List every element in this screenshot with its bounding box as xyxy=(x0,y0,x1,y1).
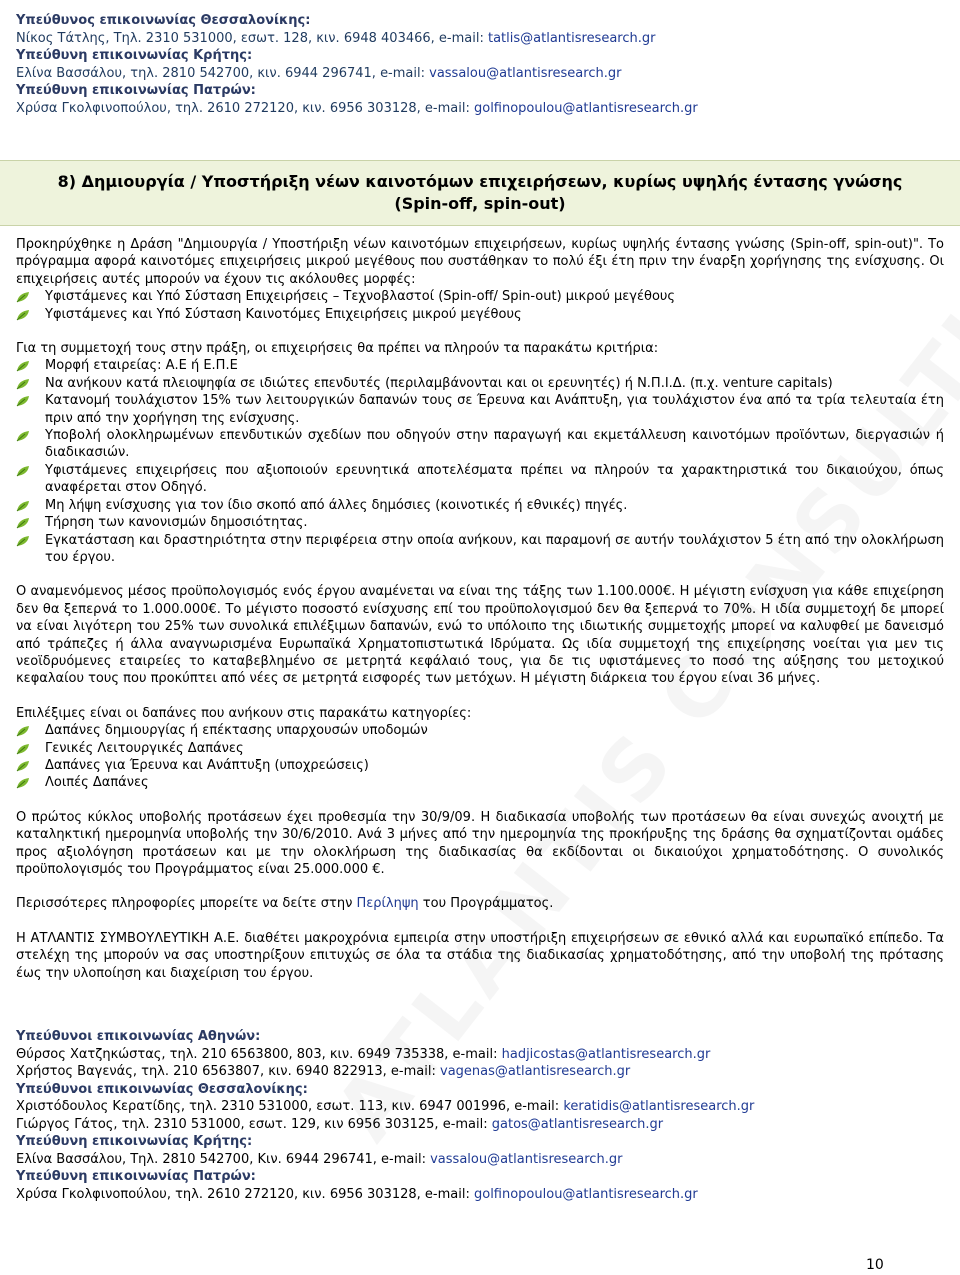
list-item: Υποβολή ολοκληρωμένων επενδυτικών σχεδίων που οδηγούν στην παραγωγή και εκμετάλλευση καινοτόμων προϊόντων, διεργασιών ή διαδικασιών. xyxy=(16,427,944,462)
list-item: Εγκατάσταση και δραστηριότητα στην περιφέρεια στην οποία ανήκουν, και παραμονή σε αυτήν τουλάχιστον 5 έτη από την ολοκλήρωση του έργου. xyxy=(16,532,944,567)
contact-heading: Υπεύθυνη επικοινωνίας Κρήτης: xyxy=(16,1134,253,1149)
summary-link[interactable]: Περίληψη xyxy=(356,896,419,912)
email-link[interactable]: gatos@atlantisresearch.gr xyxy=(491,1116,664,1132)
email-link[interactable]: tatlis@atlantisresearch.gr xyxy=(487,30,656,46)
email-link[interactable]: vagenas@atlantisresearch.gr xyxy=(440,1064,631,1079)
top-contacts xyxy=(16,12,944,117)
contact-line: Γιώργος Γάτος, τηλ. 2310 531000, εσωτ. 129, κιν 6956 303125, e-mail: gatos@atlantisresearch.gr xyxy=(16,1116,664,1132)
email-link[interactable]: vassalou@atlantisresearch.gr xyxy=(429,65,622,81)
contact-heading: Υπεύθυνος επικοινωνίας Θεσσαλονίκης: xyxy=(16,13,311,28)
contact-line: Θύρσος Χατζηκώστας, τηλ. 210 6563800, 803, κιν. 6949 735338, e-mail: hadjicostas@atlantisresearch.gr xyxy=(16,1046,711,1062)
leaf-bullet-icon xyxy=(16,378,30,390)
page-number: 10 xyxy=(866,1257,884,1273)
more-info-paragraph: Περισσότερες πληροφορίες μπορείτε να δείτε στην Περίληψη του Προγράμματος. xyxy=(16,896,554,912)
list-item: Να ανήκουν κατά πλειοψηφία σε ιδιώτες επενδυτές (περιλαμβάνονται και οι ερευνητές) ή Ν.Π.Ι.Δ. (π.χ. venture capitals) xyxy=(16,375,944,392)
section-heading xyxy=(0,160,960,226)
leaf-bullet-icon xyxy=(16,430,30,442)
email-link[interactable]: golfinopoulou@atlantisresearch.gr xyxy=(473,1186,698,1202)
leaf-bullet-icon xyxy=(16,309,30,321)
leaf-bullet-icon xyxy=(16,743,30,755)
budget-paragraph: Ο αναμενόμενος μέσος προϋπολογισμός ενός έργου αναμένεται να είναι της τάξης των 1.100.000€. Η μέγιστη ενίσχυση για κάθε επιχείρηση δεν θα ξεπερνά το 1.000.000€. Το μέγιστο ποσοστό ενίσχυσης επί του προϋπολογισμού δεν θα ξεπερνά το 70%. Η ιδία συμμετοχή δε μπορεί να είναι λιγότερη του 25% των συνολικά επιλέξιμων δαπανών, ενώ το υπόλοιπο της ιδιωτικής συμμετοχής μπορεί να καλυφθεί με δανεισμό από τράπεζες ή άλλα αναγνωρισμένα Ευρωπαϊκά Χρηματοπιστωτικά Ιδρύματα. Ως ιδία συμμετοχή της επιχείρησης νοείται για μεν τις νεοϊδρυόμενες εταιρείες το καταβεβλημένο σε μετρητά κεφάλαιό τους, για δε τις υφιστάμενες το ποσό της αύξησης του μετοχικού κεφαλαίου τους που προκύπτει από νέες σε μετρητά εισφορές των μετόχων. Η μέγιστη διάρκεια του έργου είναι 36 μήνες. xyxy=(16,584,944,687)
list-item: Δαπάνες για Έρευνα και Ανάπτυξη (υποχρεώσεις) xyxy=(16,757,944,774)
contact-line: Νίκος Τάτλης, Τηλ. 2310 531000, εσωτ. 128, κιν. 6948 403466, e-mail: tatlis@atlantisresearch.gr xyxy=(16,30,656,46)
contact-heading: Υπεύθυνη επικοινωνίας Πατρών: xyxy=(16,83,256,98)
company-paragraph: Η ΑΤΛΑΝΤΙΣ ΣΥΜΒΟΥΛΕΥΤΙΚΗ Α.Ε. διαθέτει μακροχρόνια εμπειρία στην υποστήριξη επιχειρήσεων σε εθνικό αλλά και ευρωπαϊκό επίπεδο. Τα στελέχη της μπορούν να σας υποστηρίξουν επιτυχώς σε όλα τα στάδια της διαδικασίας χρηματοδότησης, από την υποβολή της πρότασης έως την υλοποίηση και διαχείριση του έργου. xyxy=(16,930,944,981)
contact-line: Χρύσα Γκολφινοπούλου, τηλ. 2610 272120, κιν. 6956 303128, e-mail: golfinopoulou@atlantisresearch.gr xyxy=(16,1186,698,1202)
list-item: Μη λήψη ενίσχυσης για τον ίδιο σκοπό από άλλες δημόσιες (κοινοτικές ή εθνικές) πηγές. xyxy=(16,497,944,514)
article-body xyxy=(16,236,944,982)
leaf-bullet-icon xyxy=(16,465,30,477)
contact-line: Χριστόδουλος Κερατίδης, τηλ. 2310 531000, εσωτ. 113, κιν. 6947 001996, e-mail: keratidis@atlantisresearch.gr xyxy=(16,1099,755,1114)
contact-heading: Υπεύθυνοι επικοινωνίας Αθηνών: xyxy=(16,1029,261,1044)
intro-paragraph: Προκηρύχθηκε η Δράση "Δημιουργία / Υποστήριξη νέων καινοτόμων επιχειρήσεων, κυρίως υψηλής έντασης γνώσης (Spin-off, spin-out)". Το πρόγραμμα αφορά καινοτόμες επιχειρήσεις μικρού μεγέθους που συστάθηκαν το πολύ έξι έτη πριν την έναρξη χορήγησης της ενίσχυσης. Οι επιχειρήσεις αυτές μπορούν να έχουν τις ακόλουθες μορφές: xyxy=(16,237,944,287)
leaf-bullet-icon xyxy=(16,535,30,547)
list-item: Γενικές Λειτουργικές Δαπάνες xyxy=(16,740,944,757)
email-link[interactable]: keratidis@atlantisresearch.gr xyxy=(563,1099,755,1114)
email-link[interactable]: golfinopoulou@atlantisresearch.gr xyxy=(473,100,698,116)
cycle-paragraph: Ο πρώτος κύκλος υποβολής προτάσεων έχει προθεσμία την 30/9/09. Η διαδικασία υποβολής των προτάσεων θα είναι συνεχώς ανοιχτή με καταληκτική ημερομηνία υποβολής την 30/6/2010. Ανά 3 μήνες από την ημερομηνία της προκήρυξης της δράσης θα σχηματίζονται ομάδες προς αξιολόγηση προτάσεων και με την ολοκλήρωση της διαδικασίας θα εκδίδονται οι δικαιούχοι χρηματοδότησης. Ο συνολικός προϋπολογισμός του Προγράμματος είναι 25.000.000 €. xyxy=(16,809,944,877)
leaf-bullet-icon xyxy=(16,760,30,772)
list-item: Μορφή εταιρείας: Α.Ε ή Ε.Π.Ε xyxy=(16,357,944,374)
leaf-bullet-icon xyxy=(16,500,30,512)
contact-heading: Υπεύθυνη επικοινωνίας Κρήτης: xyxy=(16,48,253,63)
leaf-bullet-icon xyxy=(16,777,30,789)
list-item: Υφιστάμενες και Υπό Σύσταση Επιχειρήσεις – Τεχνοβλαστοί (Spin-off/ Spin-out) μικρού μεγέθους xyxy=(16,288,944,305)
section-title: 8) Δημιουργία / Υποστήριξη νέων καινοτόμων επιχειρήσεων, κυρίως υψηλής έντασης γνώσης xyxy=(57,172,903,191)
contact-line: Χρήστος Βαγενάς, τηλ. 210 6563807, κιν. 6940 822913, e-mail: vagenas@atlantisresearch.gr xyxy=(16,1064,631,1079)
bottom-contacts xyxy=(16,1028,944,1203)
email-link[interactable]: hadjicostas@atlantisresearch.gr xyxy=(501,1046,711,1062)
leaf-bullet-icon xyxy=(16,395,30,407)
contact-heading: Υπεύθυνη επικοινωνίας Πατρών: xyxy=(16,1169,256,1184)
contact-line: Χρύσα Γκολφινοπούλου, τηλ. 2610 272120, κιν. 6956 303128, e-mail: golfinopoulou@atlantisresearch.gr xyxy=(16,100,698,116)
contact-heading: Υπεύθυνοι επικοινωνίας Θεσσαλονίκης: xyxy=(16,1081,308,1097)
list-item: Υφιστάμενες επιχειρήσεις που αξιοποιούν ερευνητικά αποτελέσματα πρέπει να πληρούν τα χαρακτηριστικά του δικαιούχου, όπως αναφέρεται στον Οδηγό. xyxy=(16,462,944,497)
leaf-bullet-icon xyxy=(16,725,30,737)
leaf-bullet-icon xyxy=(16,517,30,529)
list-item: Υφιστάμενες και Υπό Σύσταση Καινοτόμες Επιχειρήσεις μικρού μεγέθους xyxy=(16,306,944,323)
list-item: Τήρηση των κανονισμών δημοσιότητας. xyxy=(16,514,944,531)
contact-line: Ελίνα Βασσάλου, Τηλ. 2810 542700, Κιν. 6944 296741, e-mail: vassalou@atlantisresearch.gr xyxy=(16,1151,623,1167)
contact-line: Ελίνα Βασσάλου, τηλ. 2810 542700, κιν. 6944 296741, e-mail: vassalou@atlantisresearch.gr xyxy=(16,65,622,81)
email-link[interactable]: vassalou@atlantisresearch.gr xyxy=(430,1151,623,1167)
costs-intro: Επιλέξιμες είναι οι δαπάνες που ανήκουν στις παρακάτω κατηγορίες: xyxy=(16,705,472,721)
list-item: Λοιπές Δαπάνες xyxy=(16,774,944,791)
list-item: Κατανομή τουλάχιστον 15% των λειτουργικών δαπανών τους σε Έρευνα και Ανάπτυξη, για τουλάχιστον ένα από τα τρία τελευταία έτη πριν από την χορήγηση της ενίσχυσης. xyxy=(16,392,944,427)
section-subtitle: (Spin-off, spin-out) xyxy=(394,194,566,213)
leaf-bullet-icon xyxy=(16,291,30,303)
criteria-intro: Για τη συμμετοχή τους στην πράξη, οι επιχειρήσεις θα πρέπει να πληρούν τα παρακάτω κριτήρια: xyxy=(16,341,659,357)
leaf-bullet-icon xyxy=(16,360,30,372)
list-item: Δαπάνες δημιουργίας ή επέκτασης υπαρχουσών υποδομών xyxy=(16,722,944,739)
